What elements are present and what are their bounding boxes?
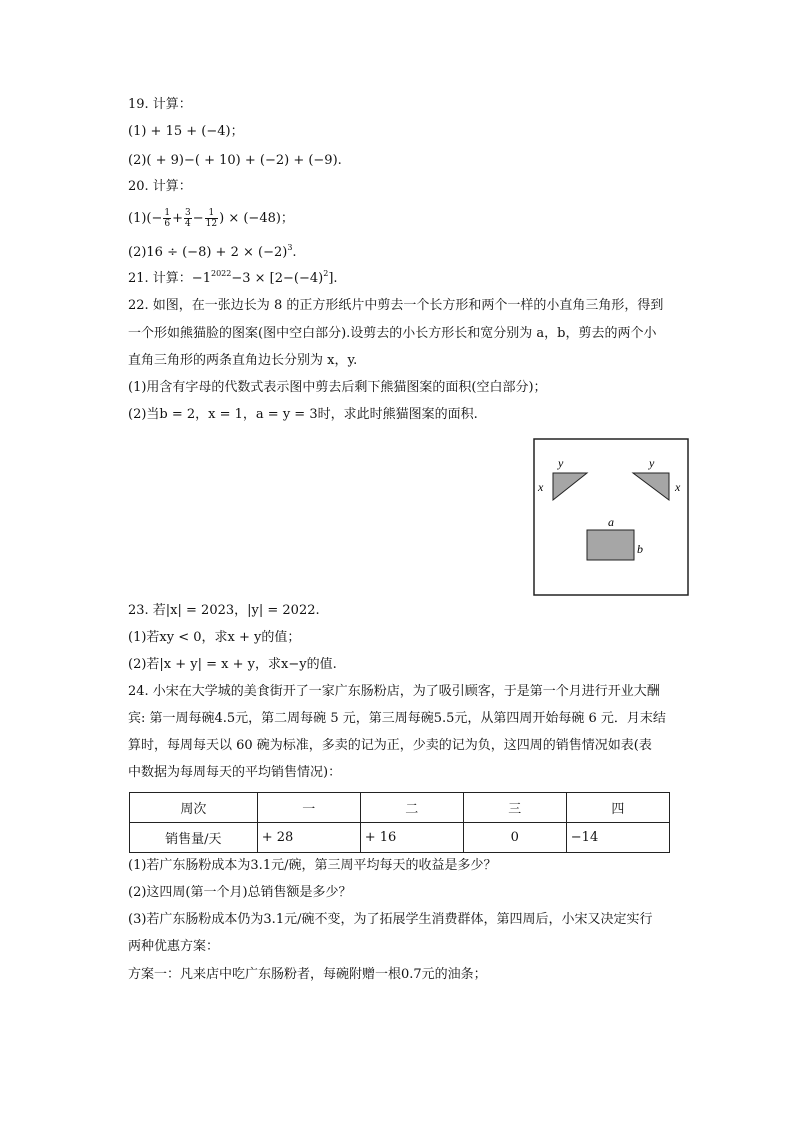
fraction-3-4: $\frac{3}{4}$: [185, 208, 191, 229]
q20-part1-close: ) × (−48)；: [219, 211, 294, 226]
table-header-row: [130, 793, 670, 823]
q22-line-3: 直角三角形的两条直角边长分别为 x，y.: [128, 353, 358, 368]
q22-line-2: 一个形如熊猫脸的图案(图中空白部分).设剪去的小长方形长和宽分别为 a，b，剪去的两个小: [128, 326, 657, 341]
table-cell: + 16: [360, 823, 463, 853]
table-header-cell: 二: [360, 793, 463, 823]
q20-title: 20. 计算：: [128, 179, 192, 194]
q19-part1: (1) + 15 + (−4)；: [128, 124, 244, 139]
q21-end: ].: [328, 271, 338, 286]
minus-sign: −: [192, 211, 204, 226]
table-cell: + 28: [257, 823, 360, 853]
q21-exponent-1: 2022: [210, 269, 232, 278]
q24-line-2: 宾: 第一周每碗4.5元，第二周每碗 5 元，第三周每碗5.5元，从第四周开始每碗 6 元．月末结: [128, 711, 666, 726]
q24-part2: (2)这四周(第一个月)总销售额是多少？: [128, 885, 352, 900]
label-x-left: x: [538, 480, 544, 494]
table-header-cell: 周次: [130, 793, 258, 823]
q23-part1: (1)若xy < 0，求x + y的值；: [128, 630, 301, 645]
q20-part2-main: (2)16 ÷ (−8) + 2 × (−2): [128, 245, 288, 260]
q20-part2-exponent: 3: [287, 243, 293, 252]
q24-line-4: 中数据为每周每天的平均销售情况)：: [128, 765, 342, 780]
q21-line: [128, 270, 338, 288]
table-header-cell: 三: [463, 793, 566, 823]
q23-line-1: 23. 若|x| = 2023，|y| = 2022.: [128, 603, 320, 618]
panda-figure: [533, 438, 689, 596]
sales-table: [129, 792, 670, 853]
q23-part2: (2)若|x + y| = x + y，求x−y的值.: [128, 657, 337, 672]
q21-mid: −3 × [2−(−4): [231, 271, 324, 286]
label-y-right: y: [649, 456, 655, 470]
q22-part1: (1)用含有字母的代数式表示图中剪去后剩下熊猫图案的面积(空白部分)；: [128, 380, 547, 395]
table-header-cell: 四: [566, 793, 669, 823]
table-cell: 0: [463, 823, 566, 853]
plus-sign: +: [172, 211, 184, 226]
q24-part1: (1)若广东肠粉成本为3.1元/碗，第三周平均每天的收益是多少？: [128, 858, 497, 873]
q24-line-1: 24. 小宋在大学城的美食街开了一家广东肠粉店，为了吸引顾客，于是第一个月进行开业大酬: [128, 684, 660, 699]
q21-exponent-2: 2: [323, 269, 329, 278]
q20-part1-open: (1)(−: [128, 211, 163, 226]
q24-part3-line-2: 两种优惠方案：: [128, 939, 220, 954]
fraction-1-6: $\frac{1}{6}$: [164, 208, 171, 229]
label-a: a: [608, 515, 614, 529]
q22-part2: (2)当b = 2，x = 1，a = y = 3时，求此时熊猫图案的面积.: [128, 407, 478, 422]
q24-part3-line-1: (3)若广东肠粉成本仍为3.1元/碗不变，为了拓展学生消费群体，第四周后，小宋又决定实行: [128, 912, 653, 927]
q24-plan-1: 方案一：凡来店中吃广东肠粉者，每碗附赠一根0.7元的油条；: [128, 967, 487, 982]
label-b: b: [637, 542, 643, 556]
table-row: [130, 823, 670, 853]
label-y-left: y: [558, 456, 564, 470]
table-header-cell: 一: [257, 793, 360, 823]
label-x-right: x: [675, 480, 681, 494]
q22-line-1: 22. 如图，在一张边长为 8 的正方形纸片中剪去一个长方形和两个一样的小直角三角形，得到: [128, 298, 664, 313]
q24-line-3: 算时，每周每天以 60 碗为标准，多卖的记为正，少卖的记为负，这四周的销售情况如表(表: [128, 738, 652, 753]
table-cell: −14: [566, 823, 669, 853]
cut-rectangle: [587, 530, 634, 560]
q21-pre: 21. 计算：−1: [128, 271, 211, 286]
fraction-1-12: $\frac{1}{12}$: [205, 208, 218, 229]
q20-part2-end: .: [292, 245, 297, 260]
q19-title: 19. 计算：: [128, 97, 192, 112]
table-cell: 销售量/天: [130, 823, 258, 853]
q20-part1: [128, 206, 294, 232]
q19-part2: (2)( + 9)−( + 10) + (−2) + (−9).: [128, 153, 342, 168]
q20-part2: [128, 244, 297, 262]
